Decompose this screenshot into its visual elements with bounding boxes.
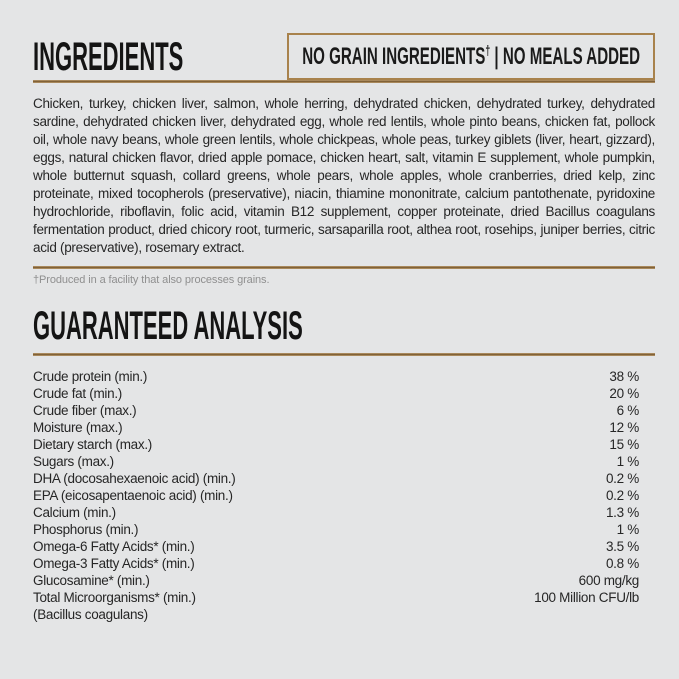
analysis-row-label: Omega-3 Fatty Acids* (min.) — [33, 556, 195, 571]
analysis-row — [33, 419, 655, 436]
analysis-row-value: 6 % — [616, 403, 639, 418]
analysis-row-label: EPA (eicosapentaenoic acid) (min.) — [33, 488, 233, 503]
analysis-row-label: Phosphorus (min.) — [33, 522, 139, 537]
header-divider-rule — [33, 80, 655, 83]
analysis-row-value: 12 % — [609, 420, 639, 435]
analysis-row-label: Omega-6 Fatty Acids* (min.) — [33, 539, 195, 554]
analysis-row-value: 1 % — [616, 454, 639, 469]
analysis-row-label: Crude protein (min.) — [33, 369, 148, 384]
analysis-row-value: 3.5 % — [605, 539, 639, 554]
analysis-row — [33, 504, 655, 521]
analysis-row-value: 1.3 % — [605, 505, 639, 520]
analysis-row — [33, 453, 655, 470]
dagger-symbol: † — [485, 41, 491, 58]
analysis-row — [33, 436, 655, 453]
analysis-row-value: 600 mg/kg — [578, 573, 639, 588]
ingredients-header — [33, 33, 655, 80]
analysis-row — [33, 572, 655, 589]
analysis-row-label: (Bacillus coagulans) — [33, 607, 148, 622]
analysis-divider-rule — [33, 353, 655, 356]
analysis-row — [33, 521, 655, 538]
analysis-table — [33, 368, 655, 623]
guaranteed-analysis-title: GUARANTEED ANALYSIS — [33, 304, 303, 348]
analysis-row-label: Crude fiber (max.) — [33, 403, 137, 418]
analysis-row-value: 100 Million CFU/lb — [534, 590, 639, 605]
analysis-row — [33, 555, 655, 572]
analysis-row-label: Moisture (max.) — [33, 420, 123, 435]
analysis-row-label: Total Microorganisms* (min.) — [33, 590, 196, 605]
ingredients-list-text: Chicken, turkey, chicken liver, salmon, whole herring, dehydrated chicken, dehydrated turkey, dehydrated sardine, dehydrated chicken liver, dehydrated egg, whole red lentils, whole pinto beans, chicken fat, pollock oil, whole navy beans, whole green lentils, whole chickpeas, whole peas, turkey giblets (liver, heart, gizzard), eggs, natural chicken flavor, dried apple pomace, chicken heart, salt, vitamin E supplement, whole pumpkin, whole butternut squash, collard greens, whole pears, whole apples, whole cranberries, dried kelp, zinc proteinate, mixed tocopherols (preservative), niacin, thiamine mononitrate, calcium pantothenate, pyridoxine hydrochloride, riboflavin, folic acid, vitamin B12 supplement, copper proteinate, dried Bacillus coagulans fermentation product, dried chicory root, turmeric, sarsaparilla root, althea root, rosehips, juniper berries, citric acid (preservative), rosemary extract. — [33, 96, 655, 255]
no-grain-badge — [287, 33, 655, 80]
analysis-row-value: 0.2 % — [605, 488, 639, 503]
analysis-header — [33, 306, 655, 346]
analysis-row-label: Crude fat (min.) — [33, 386, 122, 401]
analysis-row-label: Sugars (max.) — [33, 454, 114, 469]
analysis-row-value: 0.8 % — [605, 556, 639, 571]
facility-footnote: †Produced in a facility that also processes grains. — [33, 274, 270, 286]
analysis-row — [33, 487, 655, 504]
analysis-row-value: 1 % — [616, 522, 639, 537]
analysis-row-label: Dietary starch (max.) — [33, 437, 152, 452]
analysis-row-label: DHA (docosahexaenoic acid) (min.) — [33, 471, 236, 486]
ingredients-title: INGREDIENTS — [33, 35, 184, 79]
analysis-row — [33, 538, 655, 555]
analysis-row-label: Glucosamine* (min.) — [33, 573, 150, 588]
analysis-row — [33, 368, 655, 385]
badge-text-part2: | NO MEALS ADDED — [490, 42, 640, 70]
no-grain-badge-text — [302, 41, 640, 70]
analysis-row — [33, 606, 655, 623]
analysis-row — [33, 589, 655, 606]
analysis-row — [33, 402, 655, 419]
analysis-row — [33, 385, 655, 402]
ingredients-bottom-rule — [33, 266, 655, 269]
analysis-row-value: 15 % — [609, 437, 639, 452]
analysis-row-value: 38 % — [609, 369, 639, 384]
badge-text-part1: NO GRAIN INGREDIENTS — [302, 42, 486, 70]
analysis-row-value: 20 % — [609, 386, 639, 401]
analysis-row-value: 0.2 % — [605, 471, 639, 486]
analysis-row — [33, 470, 655, 487]
analysis-row-label: Calcium (min.) — [33, 505, 116, 520]
